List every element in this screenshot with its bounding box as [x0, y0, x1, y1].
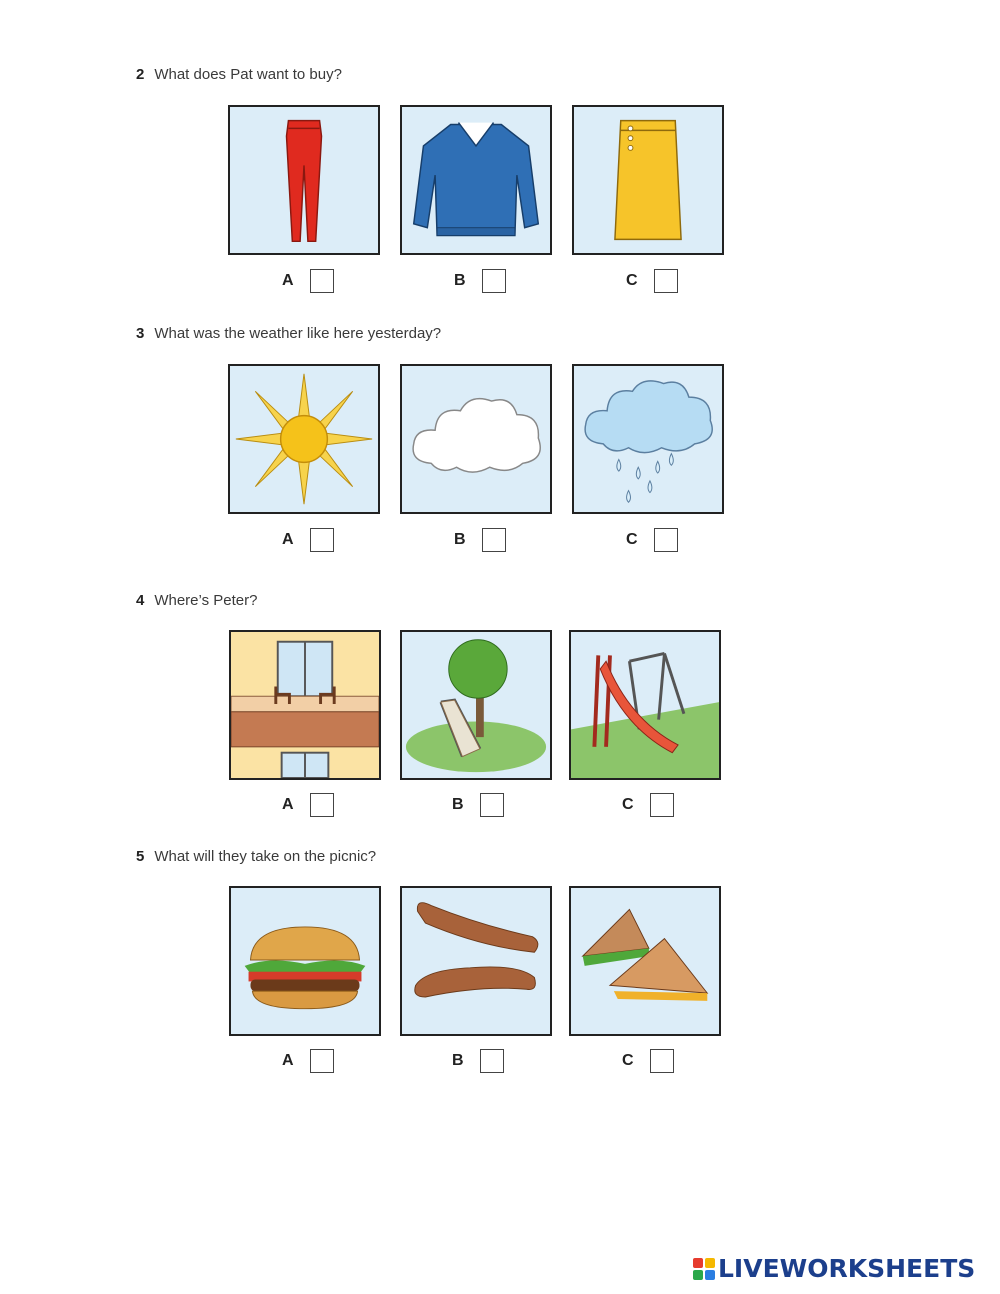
yellow-skirt-icon: [572, 105, 724, 255]
logo-text: LIVEWORKSHEETS: [718, 1254, 976, 1283]
cloud-icon: [400, 364, 552, 514]
answer-checkbox[interactable]: [310, 1049, 334, 1073]
logo-mark-icon: [693, 1258, 715, 1280]
option-letter: A: [282, 272, 294, 289]
blue-sweater-icon: [400, 105, 552, 255]
logo-square-red: [693, 1258, 703, 1268]
question-text: [136, 325, 441, 342]
question-prompt: What does Pat want to buy?: [154, 66, 342, 83]
option-letter: C: [626, 531, 638, 548]
option-letter: C: [626, 272, 638, 289]
answer-checkbox[interactable]: [310, 528, 334, 552]
liveworksheets-logo[interactable]: [693, 1254, 975, 1283]
logo-square-green: [693, 1270, 703, 1280]
balcony-icon: [229, 630, 381, 780]
answer-checkbox[interactable]: [480, 1049, 504, 1073]
sandwich-icon: [569, 886, 721, 1036]
option-letter: B: [452, 796, 464, 813]
option-b[interactable]: [454, 269, 506, 293]
answer-checkbox[interactable]: [650, 1049, 674, 1073]
option-letter: C: [622, 796, 634, 813]
answer-checkbox[interactable]: [310, 793, 334, 817]
question-prompt: What will they take on the picnic?: [154, 848, 377, 865]
logo-square-blue: [705, 1270, 715, 1280]
option-c[interactable]: [626, 528, 678, 552]
option-b[interactable]: [454, 528, 506, 552]
option-letter: B: [452, 1052, 464, 1069]
garden-deckchair-icon: [400, 630, 552, 780]
answer-checkbox[interactable]: [654, 528, 678, 552]
answer-checkbox[interactable]: [650, 793, 674, 817]
question-text: [136, 592, 257, 609]
question-number: 5: [136, 848, 145, 865]
option-letter: C: [622, 1052, 634, 1069]
option-c[interactable]: [626, 269, 678, 293]
question-text: [136, 848, 376, 865]
option-letter: A: [282, 531, 294, 548]
red-trousers-icon: [228, 105, 380, 255]
question-number: 4: [136, 592, 145, 609]
option-letter: B: [454, 531, 466, 548]
question-text: [136, 66, 342, 83]
question-number: 2: [136, 66, 145, 83]
option-a[interactable]: [282, 528, 334, 552]
option-b[interactable]: [452, 793, 504, 817]
option-a[interactable]: [282, 1049, 334, 1073]
option-c[interactable]: [622, 1049, 674, 1073]
option-a[interactable]: [282, 269, 334, 293]
answer-checkbox[interactable]: [480, 793, 504, 817]
option-letter: A: [282, 796, 294, 813]
option-a[interactable]: [282, 793, 334, 817]
question-prompt: Where’s Peter?: [154, 592, 258, 609]
question-number: 3: [136, 325, 145, 342]
sausages-icon: [400, 886, 552, 1036]
option-c[interactable]: [622, 793, 674, 817]
playground-icon: [569, 630, 721, 780]
answer-checkbox[interactable]: [482, 528, 506, 552]
option-letter: B: [454, 272, 466, 289]
question-prompt: What was the weather like here yesterday?: [154, 325, 442, 342]
burger-icon: [229, 886, 381, 1036]
sun-icon: [228, 364, 380, 514]
logo-square-yellow: [705, 1258, 715, 1268]
option-b[interactable]: [452, 1049, 504, 1073]
answer-checkbox[interactable]: [310, 269, 334, 293]
answer-checkbox[interactable]: [482, 269, 506, 293]
rain-cloud-icon: [572, 364, 724, 514]
answer-checkbox[interactable]: [654, 269, 678, 293]
option-letter: A: [282, 1052, 294, 1069]
